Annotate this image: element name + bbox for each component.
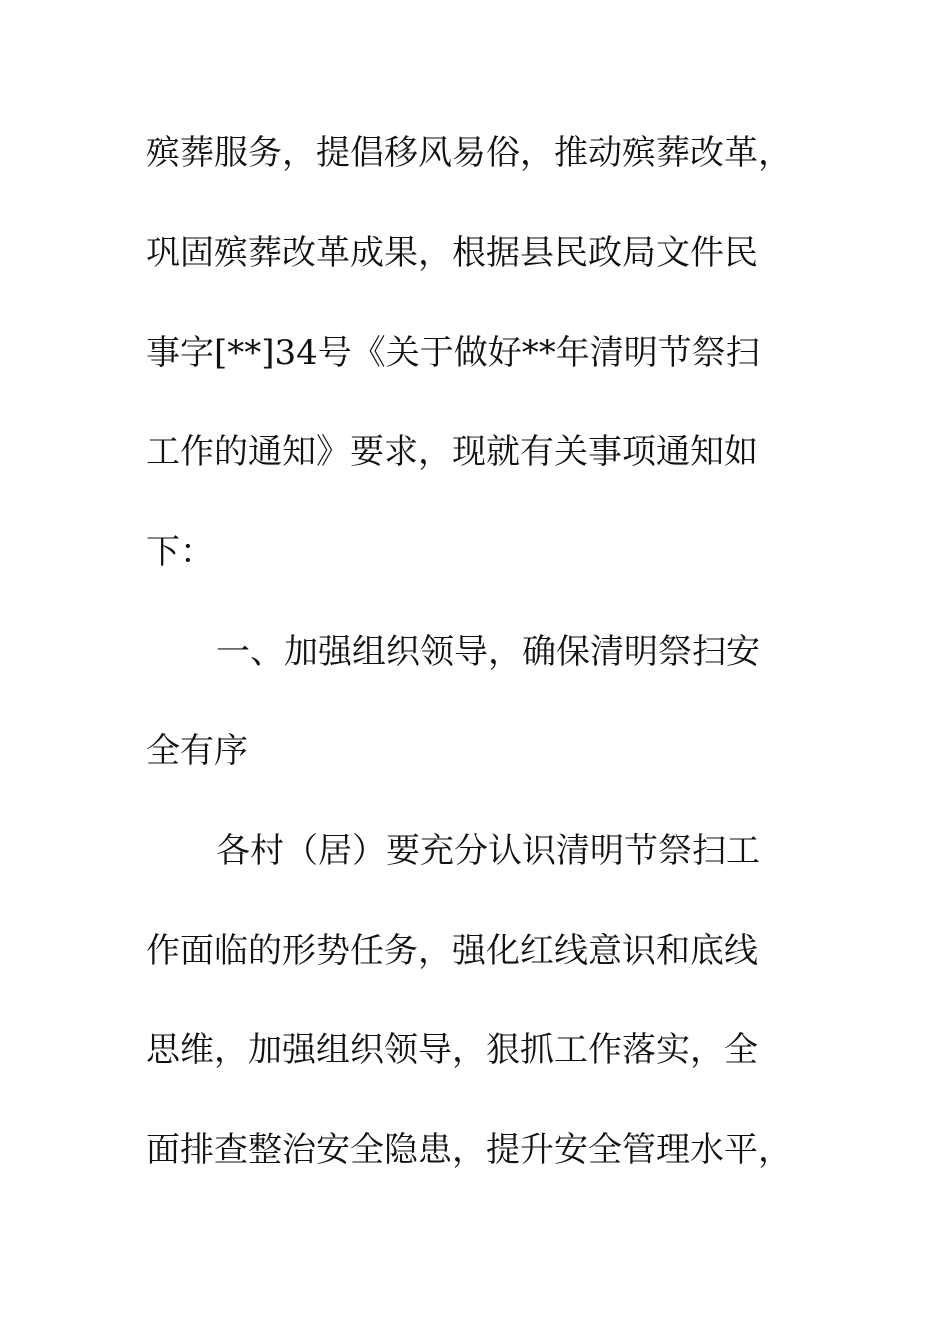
- body-text-line: 面排查整治安全隐患，提升安全管理水平，: [146, 1130, 792, 1170]
- body-text-line: 殡葬服务，提倡移风易俗，推动殡葬改革，: [146, 133, 792, 173]
- section-heading-line: 全有序: [146, 731, 248, 771]
- section-heading-line: 一、加强组织领导，确保清明祭扫安: [216, 632, 760, 672]
- body-text-line: 事字[**]34号《关于做好**年清明节祭扫: [146, 333, 760, 373]
- body-text-line: 工作的通知》要求，现就有关事项通知如: [146, 432, 758, 472]
- body-text-line: 作面临的形势任务，强化红线意识和底线: [146, 931, 758, 971]
- body-text-line: 思维，加强组织领导，狠抓工作落实，全: [146, 1030, 758, 1070]
- body-text-line: 各村（居）要充分认识清明节祭扫工: [216, 831, 760, 871]
- body-text-line: 巩固殡葬改革成果，根据县民政局文件民: [146, 233, 758, 273]
- body-text-line: 下：: [146, 532, 214, 572]
